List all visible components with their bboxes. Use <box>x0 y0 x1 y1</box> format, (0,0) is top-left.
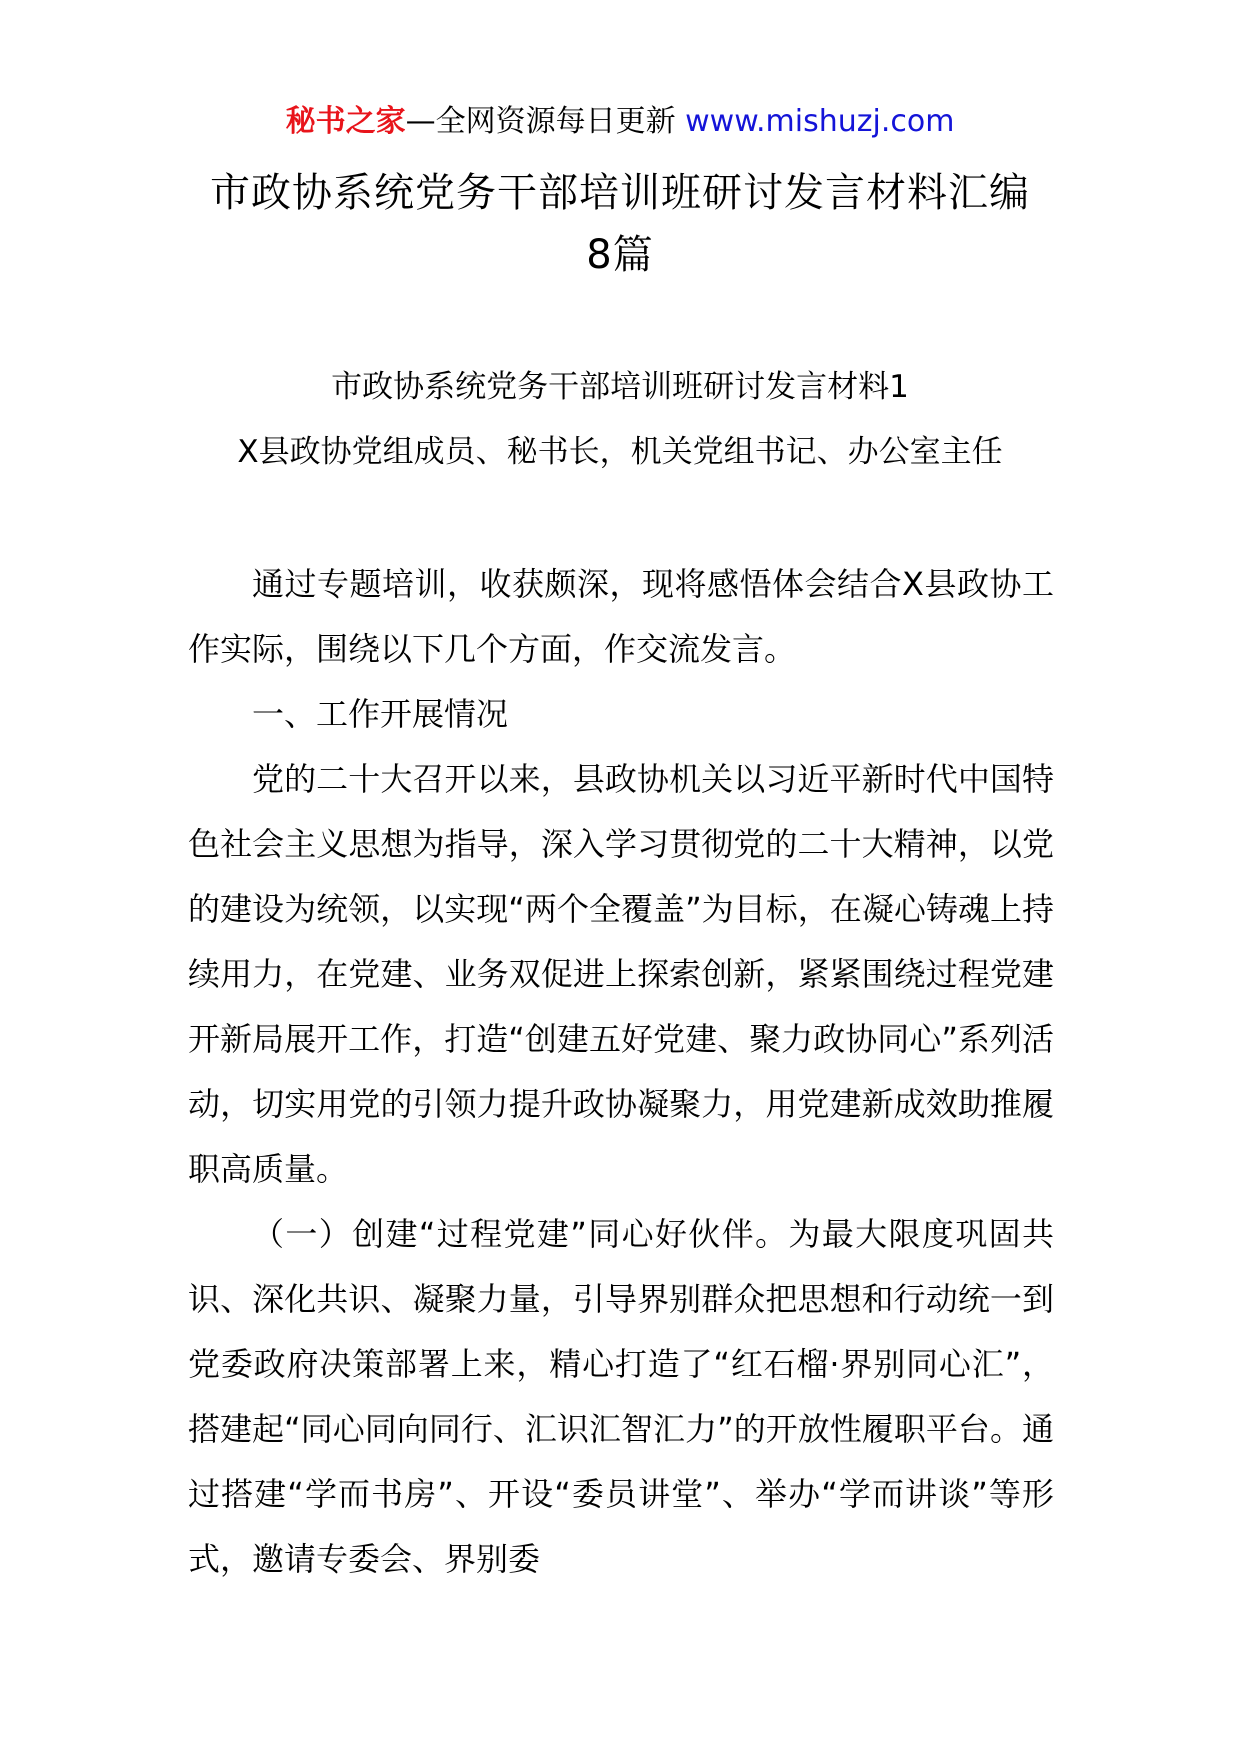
site-url-link[interactable]: www.mishuzj.com <box>685 104 955 139</box>
body-text <box>188 552 1054 1592</box>
author-line: X县政协党组成员、秘书长，机关党组书记、办公室主任 <box>237 434 1003 470</box>
site-header <box>0 100 1240 144</box>
document-title-line1: 市政协系统党务干部培训班研讨发言材料汇编 <box>210 170 1030 216</box>
site-brand: 秘书之家 <box>285 104 406 139</box>
paragraph-intro: 通过专题培训，收获颇深，现将感悟体会结合X县政协工作实际，围绕以下几个方面，作交流发言。 <box>188 565 1054 668</box>
site-slogan: —全网资源每日更新 <box>405 104 686 139</box>
paragraph-item-1: （一）创建“过程党建”同心好伙伴。为最大限度巩固共识、深化共识、凝聚力量，引导界别群众把思想和行动统一到党委政府决策部署上来，精心打造了“红石榴·界别同心汇”，搭建起“同心同向同行、汇识汇智汇力”的开放性履职平台。通过搭建“学而书房”、开设“委员讲堂”、举办“学而讲谈”等形式，邀请专委会、界别委 <box>188 1215 1054 1578</box>
paragraph-overview: 党的二十大召开以来，县政协机关以习近平新时代中国特色社会主义思想为指导，深入学习贯彻党的二十大精神，以党的建设为统领，以实现“两个全覆盖”为目标，在凝心铸魂上持续用力，在党建、业务双促进上探索创新，紧紧围绕过程党建开新局展开工作，打造“创建五好党建、聚力政协同心”系列活动，切实用党的引领力提升政协凝聚力，用党建新成效助推履职高质量。 <box>188 760 1054 1188</box>
section-title: 市政协系统党务干部培训班研讨发言材料1 <box>331 369 909 405</box>
document-title <box>180 162 1060 286</box>
document-title-line2: 8篇 <box>586 232 654 278</box>
heading-work-progress: 一、工作开展情况 <box>252 695 509 733</box>
